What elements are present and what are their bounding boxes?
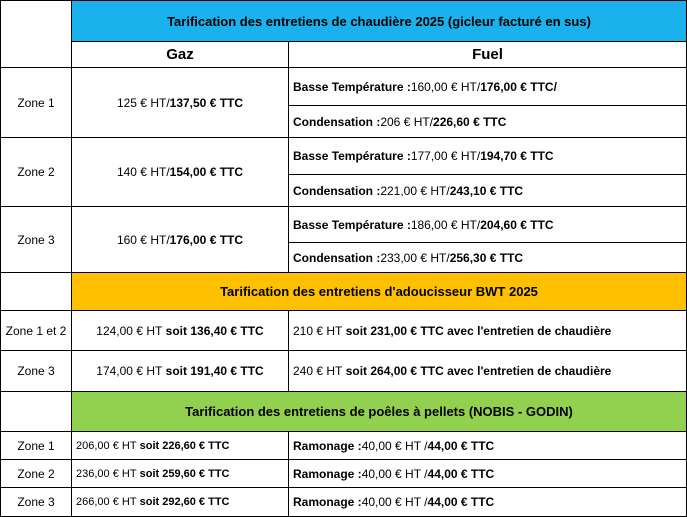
sweep-ht: 40,00 € HT /	[361, 466, 428, 481]
fuel-bt-ht: 177,00 € HT/	[410, 149, 481, 163]
gas-price-ttc: 137,50 € TTC	[169, 95, 244, 110]
fuel-cond-cell	[289, 175, 687, 207]
fuel-bt-label: Basse Température :	[293, 79, 411, 94]
boiler-zone-cell	[0, 138, 72, 207]
pellet-sweep-cell	[289, 488, 687, 517]
fuel-cond-ttc: 226,60 € TTC	[433, 114, 507, 129]
fuel-bt-label: Basse Température :	[293, 217, 411, 232]
pellet-price-ttc: soit 226,60 € TTC	[139, 439, 230, 452]
softener-combo-ht: 210 € HT	[293, 323, 343, 338]
gas-column-header	[72, 42, 289, 68]
softener-section-title	[72, 273, 687, 311]
fuel-bt-ttc: 194,70 € TTC	[480, 149, 554, 163]
fuel-bt-cell	[289, 68, 687, 106]
sweep-label: Ramonage :	[293, 438, 362, 453]
softener-price-ht: 174,00 € HT	[96, 364, 163, 378]
softener-combo-ttc: soit 264,00 € TTC avec l'entretien de chaudière	[345, 364, 612, 378]
fuel-cond-label: Condensation :	[293, 250, 381, 265]
zone-label: Zone 3	[17, 364, 55, 378]
fuel-cond-ttc: 243,10 € TTC	[449, 183, 524, 198]
softener-price-ht: 124,00 € HT	[96, 323, 163, 338]
sweep-label: Ramonage :	[293, 495, 362, 509]
softener-price-cell	[72, 351, 289, 392]
fuel-column-header	[289, 42, 687, 68]
gas-price-ttc: 154,00 € TTC	[169, 165, 244, 179]
zone-label: Zone 1 et 2	[5, 323, 67, 338]
fuel-cond-ttc: 256,30 € TTC	[449, 250, 524, 265]
softener-title-text: Tarification des entretiens d'adoucisseur BWT 2025	[220, 284, 538, 299]
fuel-bt-ttc: 176,00 € TTC/	[480, 79, 557, 94]
pellet-price-ht: 206,00 € HT	[76, 439, 137, 452]
pellet-zone-cell	[0, 432, 72, 460]
fuel-cond-label: Condensation :	[293, 183, 381, 198]
boiler-zone-cell	[0, 68, 72, 138]
softener-corner-cell	[0, 273, 72, 311]
fuel-bt-ht: 186,00 € HT/	[410, 217, 481, 232]
gas-price-cell	[72, 68, 289, 138]
sweep-ttc: 44,00 € TTC	[427, 438, 495, 453]
gas-price-ttc: 176,00 € TTC	[169, 232, 244, 247]
sweep-label: Ramonage :	[293, 466, 362, 481]
softener-combo-cell	[289, 351, 687, 392]
gas-price-ht: 160 € HT/	[116, 232, 170, 247]
sweep-ht: 40,00 € HT /	[361, 495, 428, 509]
gas-price-cell	[72, 207, 289, 273]
zone-label: Zone 1	[17, 95, 55, 110]
softener-price-ttc: soit 191,40 € TTC	[165, 364, 264, 378]
fuel-cond-cell	[289, 243, 687, 273]
gas-price-ht: 125 € HT/	[116, 95, 170, 110]
pellet-price-ttc: soit 292,60 € TTC	[139, 496, 230, 508]
fuel-bt-ttc: 204,60 € TTC	[480, 217, 554, 232]
sweep-ttc: 44,00 € TTC	[427, 495, 495, 509]
softener-zone-cell	[0, 351, 72, 392]
softener-combo-ht: 240 € HT	[293, 364, 343, 378]
zone-label: Zone 1	[17, 438, 55, 453]
fuel-cond-cell	[289, 106, 687, 138]
pellet-price-ht: 266,00 € HT	[76, 496, 137, 508]
softener-combo-ttc: soit 231,00 € TTC avec l'entretien de chaudière	[345, 323, 612, 338]
pellet-zone-cell	[0, 488, 72, 517]
zone-label: Zone 3	[17, 495, 55, 509]
zone-label: Zone 2	[17, 165, 55, 179]
fuel-bt-cell	[289, 207, 687, 243]
fuel-bt-ht: 160,00 € HT/	[410, 79, 481, 94]
sweep-ttc: 44,00 € TTC	[427, 466, 495, 481]
sweep-ht: 40,00 € HT /	[361, 438, 428, 453]
fuel-cond-ht: 233,00 € HT/	[380, 250, 450, 265]
pellet-sweep-cell	[289, 460, 687, 488]
fuel-bt-cell	[289, 138, 687, 175]
softener-zone-cell	[0, 311, 72, 351]
boiler-title-text: Tarification des entretiens de chaudière 2025 (gicleur facturé en sus)	[167, 13, 591, 29]
pellet-price-cell	[72, 432, 289, 460]
fuel-cond-label: Condensation :	[293, 114, 381, 129]
softener-combo-cell	[289, 311, 687, 351]
fuel-header-text: Fuel	[472, 46, 503, 63]
pellet-section-title	[72, 392, 687, 432]
zone-label: Zone 3	[17, 232, 55, 247]
gas-header-text: Gaz	[166, 46, 194, 63]
pellet-title-text: Tarification des entretiens de poêles à pellets (NOBIS - GODIN)	[185, 404, 573, 419]
boiler-zone-cell	[0, 207, 72, 273]
fuel-bt-label: Basse Température :	[293, 149, 411, 163]
pellet-price-ht: 236,00 € HT	[76, 467, 137, 480]
pellet-price-ttc: soit 259,60 € TTC	[139, 467, 230, 480]
fuel-cond-ht: 221,00 € HT/	[380, 183, 450, 198]
softener-price-ttc: soit 136,40 € TTC	[165, 323, 264, 338]
gas-price-ht: 140 € HT/	[116, 165, 170, 179]
zone-label: Zone 2	[17, 466, 55, 481]
pellet-corner-cell	[0, 392, 72, 432]
pellet-sweep-cell	[289, 432, 687, 460]
pellet-price-cell	[72, 488, 289, 517]
pellet-price-cell	[72, 460, 289, 488]
gas-price-cell	[72, 138, 289, 207]
fuel-cond-ht: 206 € HT/	[380, 114, 434, 129]
pellet-zone-cell	[0, 460, 72, 488]
boiler-section-title	[72, 0, 687, 42]
softener-price-cell	[72, 311, 289, 351]
corner-cell	[0, 0, 72, 68]
